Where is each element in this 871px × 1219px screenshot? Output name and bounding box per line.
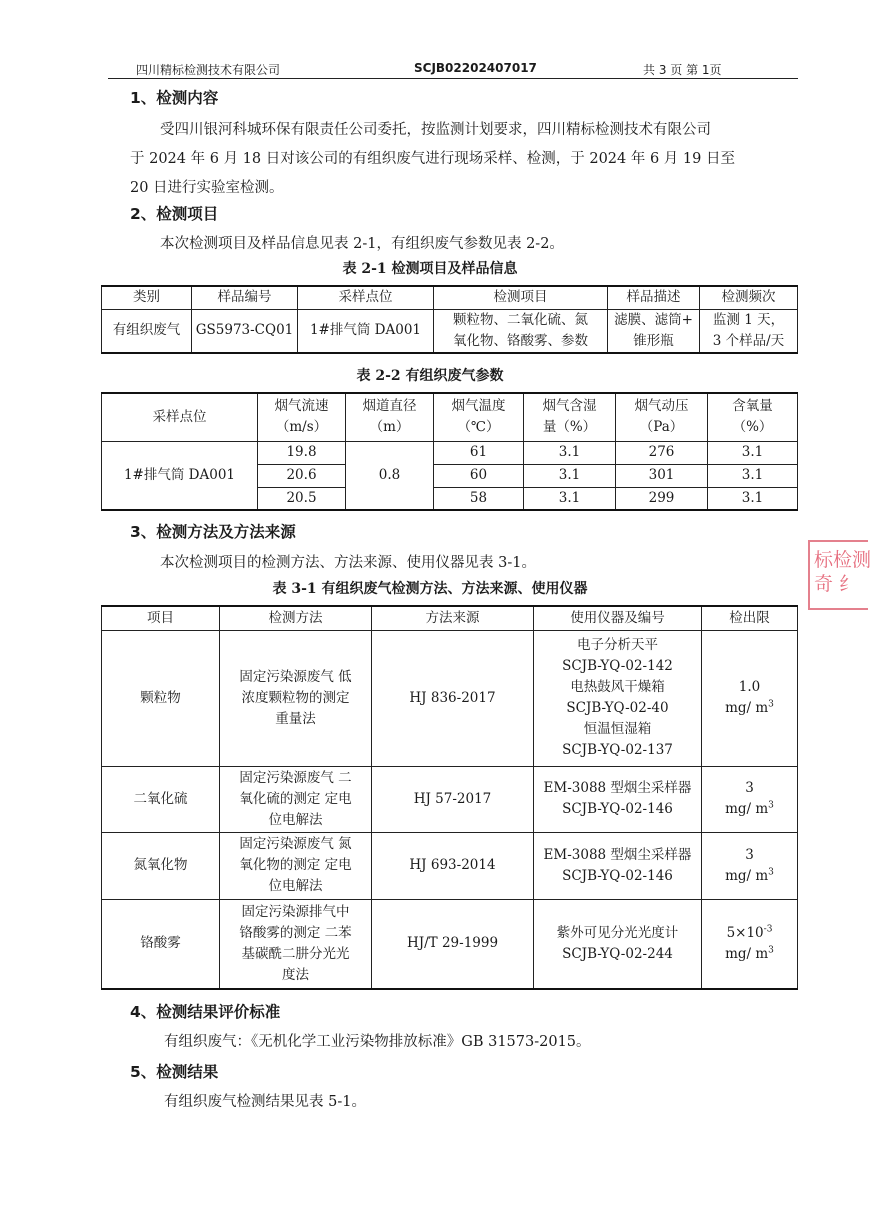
flow-speed-cell: 20.5 xyxy=(258,487,346,510)
cell-line: 锥形瓶 xyxy=(633,332,674,349)
table-3-1-caption: 表 3-1 有组织废气检测方法、方法来源、使用仪器 xyxy=(272,581,588,597)
cell-line: 监测 1 天， xyxy=(712,311,785,328)
unit-exponent: 3 xyxy=(768,945,774,956)
cell-line: 烟道直径 xyxy=(362,398,417,415)
oxygen-cell: 3.1 xyxy=(708,487,798,510)
cell-line: SCJB-YQ-02-137 xyxy=(562,742,673,758)
cell-line: SCJB-YQ-02-244 xyxy=(562,945,673,962)
cell-line: （m） xyxy=(369,419,410,436)
table-2-1-caption: 表 2-1 检测项目及样品信息 xyxy=(342,261,518,277)
header-cell: 采样点位 xyxy=(102,393,258,441)
header-cell: 方法来源 xyxy=(372,606,534,630)
cell-line: 氧化物的测定 定电 xyxy=(239,857,352,873)
red-seal-stamp xyxy=(808,540,871,610)
temperature-cell: 58 xyxy=(434,487,524,510)
header-cell: 样品编号 xyxy=(192,286,298,309)
limit-unit xyxy=(705,944,794,965)
test-items-cell xyxy=(434,309,608,353)
cell-line: 铬酸雾的测定 二苯 xyxy=(239,924,352,941)
category-cell: 有组织废气 xyxy=(102,309,192,353)
cell-line: 氧化硫的测定 定电 xyxy=(239,790,352,807)
header-cell: 项目 xyxy=(102,606,220,630)
section-1-line-1: 受四川银河科城环保有限责任公司委托，按监测计划要求，四川精标检测技术有限公司 xyxy=(160,122,711,138)
cell-line: SCJB-YQ-02-40 xyxy=(566,700,669,716)
table-row xyxy=(102,630,798,766)
limit-value: 3 xyxy=(745,846,754,863)
item-cell: 铬酸雾 xyxy=(102,899,220,989)
cell-line: （m/s） xyxy=(275,419,328,436)
section-5-text: 有组织废气检测结果见表 5-1。 xyxy=(164,1094,366,1110)
flow-speed-cell: 20.6 xyxy=(258,464,346,487)
cell-line: 紫外可见分光光度计 xyxy=(556,924,679,941)
cell-line: 烟气动压 xyxy=(634,398,689,415)
detection-limit-cell xyxy=(702,832,798,899)
limit-value xyxy=(705,923,794,944)
unit-text: mg/ m xyxy=(725,801,769,817)
sample-number-cell: GS5973-CQ01 xyxy=(192,309,298,353)
stamp-line: 奇 纟 xyxy=(814,573,859,595)
source-cell: HJ 693-2014 xyxy=(372,832,534,899)
page-header xyxy=(108,60,798,79)
instrument-cell xyxy=(534,766,702,832)
cell-line: SCJB-YQ-02-146 xyxy=(562,801,673,817)
method-cell xyxy=(220,832,372,899)
limit-value: 3 xyxy=(745,780,754,796)
section-1-title: 1、检测内容 xyxy=(130,89,219,107)
header-cell xyxy=(708,393,798,441)
method-cell xyxy=(220,630,372,766)
limit-unit xyxy=(705,866,794,887)
flow-speed-cell: 19.8 xyxy=(258,441,346,464)
cell-line: 含氧量 xyxy=(732,398,773,415)
section-2-text: 本次检测项目及样品信息见表 2-1，有组织废气参数见表 2-2。 xyxy=(160,236,564,252)
cell-line: 固定污染源排气中 xyxy=(241,903,350,920)
cell-line: 恒温恒湿箱 xyxy=(583,721,652,737)
source-cell: HJ 57-2017 xyxy=(372,766,534,832)
stamp-line: 标检测 xyxy=(814,549,871,571)
cell-line: SCJB-YQ-02-146 xyxy=(562,867,673,884)
header-report-number: SCJB02202407017 xyxy=(414,61,537,75)
header-cell: 类别 xyxy=(102,286,192,309)
cell-line: 固定污染源废气 二 xyxy=(239,769,352,786)
section-2-title: 2、检测项目 xyxy=(130,205,219,223)
limit-unit xyxy=(705,799,794,820)
cell-line: 量（%） xyxy=(542,419,597,436)
moisture-cell: 3.1 xyxy=(524,441,616,464)
header-company: 四川精标检测技术有限公司 xyxy=(136,63,281,77)
temperature-cell: 61 xyxy=(434,441,524,464)
flue-diameter-cell: 0.8 xyxy=(346,441,434,510)
unit-exponent: 3 xyxy=(768,867,774,877)
section-1-line-3: 20 日进行实验室检测。 xyxy=(130,180,284,196)
source-cell: HJ/T 29-1999 xyxy=(372,899,534,989)
header-cell xyxy=(346,393,434,441)
detection-limit-cell xyxy=(702,630,798,766)
cell-line: 度法 xyxy=(282,966,309,983)
header-cell: 检测频次 xyxy=(700,286,798,309)
item-cell: 颗粒物 xyxy=(102,630,220,766)
moisture-cell: 3.1 xyxy=(524,487,616,510)
cell-line: EM-3088 型烟尘采样器 xyxy=(543,846,692,863)
header-cell: 检测方法 xyxy=(220,606,372,630)
limit-mantissa: 5×10 xyxy=(726,924,764,941)
dynamic-pressure-cell: 276 xyxy=(616,441,708,464)
method-cell xyxy=(220,766,372,832)
cell-line: （℃） xyxy=(457,419,500,436)
oxygen-cell: 3.1 xyxy=(708,464,798,487)
detection-limit-cell xyxy=(702,899,798,989)
section-5-title: 5、检测结果 xyxy=(130,1063,219,1081)
table-header-row xyxy=(102,393,798,441)
cell-line: 颗粒物、二氧化硫、氮 xyxy=(453,311,588,328)
table-3-1 xyxy=(101,605,798,990)
header-cell: 检出限 xyxy=(702,606,798,630)
header-cell: 使用仪器及编号 xyxy=(534,606,702,630)
cell-line: SCJB-YQ-02-142 xyxy=(562,658,673,674)
table-row xyxy=(102,899,798,989)
source-cell: HJ 836-2017 xyxy=(372,630,534,766)
temperature-cell: 60 xyxy=(434,464,524,487)
table-row xyxy=(102,766,798,832)
section-3-title: 3、检测方法及方法来源 xyxy=(130,523,296,541)
instrument-cell xyxy=(534,832,702,899)
instrument-cell xyxy=(534,630,702,766)
header-cell xyxy=(524,393,616,441)
table-2-2 xyxy=(101,392,798,511)
cell-line: （Pa） xyxy=(639,419,684,436)
table-header-row xyxy=(102,286,798,309)
section-3-text: 本次检测项目的检测方法、方法来源、使用仪器见表 3-1。 xyxy=(160,555,536,571)
limit-value: 1.0 xyxy=(738,679,761,695)
table-row xyxy=(102,309,798,353)
cell-line: 位电解法 xyxy=(268,811,323,828)
unit-text: mg/ m xyxy=(725,945,769,962)
detection-limit-cell xyxy=(702,766,798,832)
header-cell: 采样点位 xyxy=(298,286,434,309)
unit-text: mg/ m xyxy=(725,867,769,884)
section-4-text: 有组织废气：《无机化学工业污染物排放标准》GB 31573-2015。 xyxy=(164,1034,591,1050)
sample-description-cell xyxy=(608,309,700,353)
unit-text: mg/ m xyxy=(725,700,769,716)
cell-line: （%） xyxy=(732,419,773,436)
cell-line: 基碳酰二肼分光光 xyxy=(241,945,350,962)
header-cell: 检测项目 xyxy=(434,286,608,309)
cell-line: 烟气温度 xyxy=(451,398,506,415)
unit-exponent: 3 xyxy=(768,699,774,710)
dynamic-pressure-cell: 299 xyxy=(616,487,708,510)
header-cell xyxy=(616,393,708,441)
section-4-title: 4、检测结果评价标准 xyxy=(130,1003,281,1021)
table-row xyxy=(102,441,798,464)
cell-line: 固定污染源废气 氮 xyxy=(239,836,352,852)
cell-line: 电热鼓风干燥箱 xyxy=(570,679,665,695)
item-cell: 氮氧化物 xyxy=(102,832,220,899)
header-cell: 样品描述 xyxy=(608,286,700,309)
cell-line: 重量法 xyxy=(275,710,316,727)
table-2-2-caption: 表 2-2 有组织废气参数 xyxy=(356,368,504,384)
dynamic-pressure-cell: 301 xyxy=(616,464,708,487)
cell-line: EM-3088 型烟尘采样器 xyxy=(543,780,692,796)
method-cell xyxy=(220,899,372,989)
unit-exponent: 3 xyxy=(768,800,774,811)
cell-line: 位电解法 xyxy=(268,878,323,894)
limit-unit xyxy=(705,698,794,719)
sampling-point-cell: 1#排气筒 DA001 xyxy=(298,309,434,353)
table-header-row xyxy=(102,606,798,630)
table-row xyxy=(102,832,798,899)
cell-line: 固定污染源废气 低 xyxy=(239,668,352,685)
table-2-1 xyxy=(101,285,798,354)
limit-exponent: -3 xyxy=(763,924,773,935)
cell-line: 氧化物、铬酸雾、参数 xyxy=(453,332,588,349)
header-cell xyxy=(434,393,524,441)
cell-line: 烟气含湿 xyxy=(542,398,597,415)
cell-line: 3 个样品/天 xyxy=(712,332,785,349)
cell-line: 浓度颗粒物的测定 xyxy=(241,689,350,706)
moisture-cell: 3.1 xyxy=(524,464,616,487)
header-cell xyxy=(258,393,346,441)
oxygen-cell: 3.1 xyxy=(708,441,798,464)
test-frequency-cell xyxy=(700,309,798,353)
cell-line: 滤膜、滤筒+ xyxy=(614,311,693,328)
cell-line: 烟气流速 xyxy=(274,398,329,415)
section-1-line-2: 于 2024 年 6 月 18 日对该公司的有组织废气进行现场采样、检测，于 2024 年 6 月 19 日至 xyxy=(130,151,735,167)
item-cell: 二氧化硫 xyxy=(102,766,220,832)
sampling-point-cell: 1#排气筒 DA001 xyxy=(102,441,258,510)
header-page-info: 共 3 页 第 1页 xyxy=(643,63,722,77)
cell-line: 电子分析天平 xyxy=(577,637,658,653)
instrument-cell xyxy=(534,899,702,989)
